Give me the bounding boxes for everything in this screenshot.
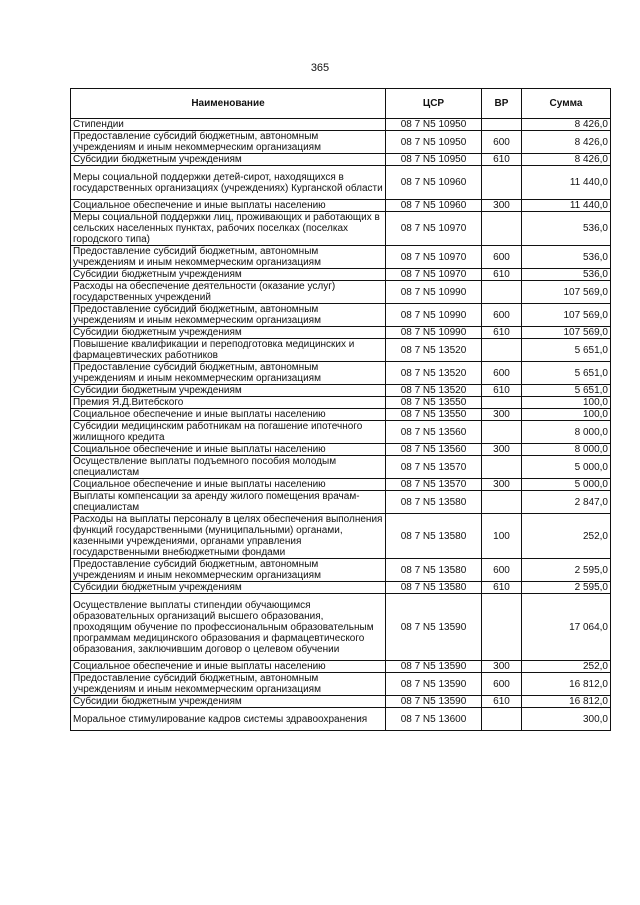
cell-sum: 536,0 [522, 212, 611, 246]
table-row [71, 696, 611, 708]
table-row [71, 154, 611, 166]
cell-code: 08 7 N5 13550 [386, 397, 482, 409]
table-row [71, 385, 611, 397]
header-code: ЦСР [386, 89, 482, 119]
cell-name: Предоставление субсидий бюджетным, автономным учреждениям и иным некоммерческим организациям [71, 559, 386, 582]
table-row [71, 582, 611, 594]
cell-name: Моральное стимулирование кадров системы здравоохранения [71, 708, 386, 731]
cell-type [482, 421, 522, 444]
table-row [71, 444, 611, 456]
table-row [71, 559, 611, 582]
page-number: 365 [310, 62, 330, 74]
cell-type: 610 [482, 154, 522, 166]
cell-name: Субсидии бюджетным учреждениям [71, 385, 386, 397]
table-row [71, 514, 611, 559]
cell-sum: 8 426,0 [522, 131, 611, 154]
cell-name: Выплаты компенсации за аренду жилого помещения врачам-специалистам [71, 491, 386, 514]
header-sum: Сумма [522, 89, 611, 119]
cell-sum: 8 426,0 [522, 119, 611, 131]
cell-code: 08 7 N5 13590 [386, 661, 482, 673]
cell-code: 08 7 N5 10960 [386, 200, 482, 212]
table-row [71, 166, 611, 200]
cell-sum: 2 847,0 [522, 491, 611, 514]
cell-type: 600 [482, 131, 522, 154]
cell-type: 610 [482, 385, 522, 397]
table-row [71, 327, 611, 339]
cell-code: 08 7 N5 13560 [386, 421, 482, 444]
cell-type: 600 [482, 673, 522, 696]
cell-type [482, 281, 522, 304]
cell-type: 610 [482, 696, 522, 708]
table-row [71, 281, 611, 304]
cell-sum: 2 595,0 [522, 582, 611, 594]
cell-code: 08 7 N5 10950 [386, 154, 482, 166]
header-type: ВР [482, 89, 522, 119]
cell-code: 08 7 N5 10990 [386, 304, 482, 327]
cell-sum: 100,0 [522, 409, 611, 421]
cell-type [482, 339, 522, 362]
cell-name: Предоставление субсидий бюджетным, автономным учреждениям и иным некоммерческим организациям [71, 131, 386, 154]
cell-type: 300 [482, 479, 522, 491]
cell-code: 08 7 N5 10970 [386, 269, 482, 281]
cell-code: 08 7 N5 10950 [386, 119, 482, 131]
cell-sum: 252,0 [522, 514, 611, 559]
table-row [71, 269, 611, 281]
cell-sum: 107 569,0 [522, 281, 611, 304]
cell-name: Осуществление выплаты стипендии обучающимся образовательных организаций высшего образования, проходящим обучение по профессиональным образовательным программам медицинского образования и фармацевтического образования, заключившим договор о целевом обучении [71, 594, 386, 661]
cell-sum: 5 651,0 [522, 385, 611, 397]
cell-type: 610 [482, 582, 522, 594]
cell-code: 08 7 N5 10970 [386, 212, 482, 246]
table-row [71, 131, 611, 154]
cell-code: 08 7 N5 10960 [386, 166, 482, 200]
table-row [71, 339, 611, 362]
cell-sum: 107 569,0 [522, 304, 611, 327]
cell-code: 08 7 N5 13580 [386, 582, 482, 594]
cell-name: Социальное обеспечение и иные выплаты населению [71, 479, 386, 491]
cell-name: Предоставление субсидий бюджетным, автономным учреждениям и иным некоммерческим организациям [71, 673, 386, 696]
cell-code: 08 7 N5 13580 [386, 491, 482, 514]
cell-sum: 2 595,0 [522, 559, 611, 582]
cell-name: Субсидии бюджетным учреждениям [71, 582, 386, 594]
cell-name: Социальное обеспечение и иные выплаты населению [71, 444, 386, 456]
cell-type: 600 [482, 362, 522, 385]
cell-name: Расходы на выплаты персоналу в целях обеспечения выполнения функций государственными (муниципальными) органами, казенными учреждениями, органами управления государственными внебюджетными фондами [71, 514, 386, 559]
table-row [71, 304, 611, 327]
cell-type: 300 [482, 409, 522, 421]
cell-sum: 8 000,0 [522, 421, 611, 444]
cell-sum: 5 651,0 [522, 362, 611, 385]
cell-sum: 8 426,0 [522, 154, 611, 166]
table-row [71, 491, 611, 514]
cell-type: 600 [482, 304, 522, 327]
cell-sum: 17 064,0 [522, 594, 611, 661]
table-header-row [71, 89, 611, 119]
table-row [71, 661, 611, 673]
cell-sum: 536,0 [522, 246, 611, 269]
cell-sum: 5 000,0 [522, 456, 611, 479]
cell-code: 08 7 N5 13590 [386, 594, 482, 661]
cell-code: 08 7 N5 10970 [386, 246, 482, 269]
cell-sum: 536,0 [522, 269, 611, 281]
cell-code: 08 7 N5 13560 [386, 444, 482, 456]
cell-code: 08 7 N5 13520 [386, 362, 482, 385]
cell-name: Повышение квалификации и переподготовка медицинских и фармацевтических работников [71, 339, 386, 362]
cell-name: Меры социальной поддержки лиц, проживающих и работающих в сельских населенных пунктах, рабочих поселках (поселках городского типа) [71, 212, 386, 246]
cell-sum: 11 440,0 [522, 166, 611, 200]
cell-name: Социальное обеспечение и иные выплаты населению [71, 409, 386, 421]
cell-code: 08 7 N5 13600 [386, 708, 482, 731]
table-row [71, 673, 611, 696]
cell-sum: 8 000,0 [522, 444, 611, 456]
cell-name: Предоставление субсидий бюджетным, автономным учреждениям и иным некоммерческим организациям [71, 246, 386, 269]
cell-type: 600 [482, 559, 522, 582]
budget-table [70, 88, 611, 731]
cell-name: Предоставление субсидий бюджетным, автономным учреждениям и иным некоммерческим организациям [71, 362, 386, 385]
cell-type [482, 594, 522, 661]
cell-code: 08 7 N5 13580 [386, 514, 482, 559]
table-row [71, 594, 611, 661]
cell-code: 08 7 N5 13520 [386, 385, 482, 397]
cell-sum: 5 000,0 [522, 479, 611, 491]
cell-code: 08 7 N5 13520 [386, 339, 482, 362]
cell-sum: 16 812,0 [522, 696, 611, 708]
cell-code: 08 7 N5 10950 [386, 131, 482, 154]
cell-sum: 107 569,0 [522, 327, 611, 339]
cell-type [482, 456, 522, 479]
cell-name: Предоставление субсидий бюджетным, автономным учреждениям и иным некоммерческим организациям [71, 304, 386, 327]
table-row [71, 456, 611, 479]
cell-name: Субсидии бюджетным учреждениям [71, 269, 386, 281]
cell-type [482, 397, 522, 409]
cell-sum: 11 440,0 [522, 200, 611, 212]
cell-code: 08 7 N5 13590 [386, 696, 482, 708]
cell-type: 610 [482, 327, 522, 339]
cell-sum: 5 651,0 [522, 339, 611, 362]
cell-type: 100 [482, 514, 522, 559]
table-body [71, 119, 611, 731]
table-row [71, 479, 611, 491]
cell-code: 08 7 N5 10990 [386, 327, 482, 339]
cell-code: 08 7 N5 13550 [386, 409, 482, 421]
table-row [71, 200, 611, 212]
table-row [71, 421, 611, 444]
cell-type [482, 491, 522, 514]
cell-type: 300 [482, 661, 522, 673]
cell-name: Премия Я.Д.Витебского [71, 397, 386, 409]
cell-type [482, 708, 522, 731]
cell-code: 08 7 N5 13570 [386, 456, 482, 479]
table-row [71, 409, 611, 421]
cell-code: 08 7 N5 13590 [386, 673, 482, 696]
cell-type [482, 166, 522, 200]
table-row [71, 708, 611, 731]
cell-code: 08 7 N5 10990 [386, 281, 482, 304]
cell-name: Социальное обеспечение и иные выплаты населению [71, 200, 386, 212]
cell-code: 08 7 N5 13580 [386, 559, 482, 582]
cell-sum: 100,0 [522, 397, 611, 409]
table-row [71, 397, 611, 409]
cell-sum: 252,0 [522, 661, 611, 673]
cell-code: 08 7 N5 13570 [386, 479, 482, 491]
cell-type: 300 [482, 200, 522, 212]
cell-sum: 16 812,0 [522, 673, 611, 696]
table-row [71, 246, 611, 269]
cell-name: Субсидии бюджетным учреждениям [71, 154, 386, 166]
table-row [71, 362, 611, 385]
cell-type [482, 212, 522, 246]
cell-type: 600 [482, 246, 522, 269]
cell-name: Субсидии бюджетным учреждениям [71, 696, 386, 708]
cell-name: Меры социальной поддержки детей-сирот, находящихся в государственных организациях (учреждениях) Курганской области [71, 166, 386, 200]
cell-name: Расходы на обеспечение деятельности (оказание услуг) государственных учреждений [71, 281, 386, 304]
cell-name: Стипендии [71, 119, 386, 131]
cell-type: 610 [482, 269, 522, 281]
cell-name: Осуществление выплаты подъемного пособия молодым специалистам [71, 456, 386, 479]
cell-sum: 300,0 [522, 708, 611, 731]
table-row [71, 212, 611, 246]
cell-name: Социальное обеспечение и иные выплаты населению [71, 661, 386, 673]
table-row [71, 119, 611, 131]
cell-type [482, 119, 522, 131]
cell-name: Субсидии медицинским работникам на погашение ипотечного жилищного кредита [71, 421, 386, 444]
cell-name: Субсидии бюджетным учреждениям [71, 327, 386, 339]
cell-type: 300 [482, 444, 522, 456]
header-name: Наименование [71, 89, 386, 119]
